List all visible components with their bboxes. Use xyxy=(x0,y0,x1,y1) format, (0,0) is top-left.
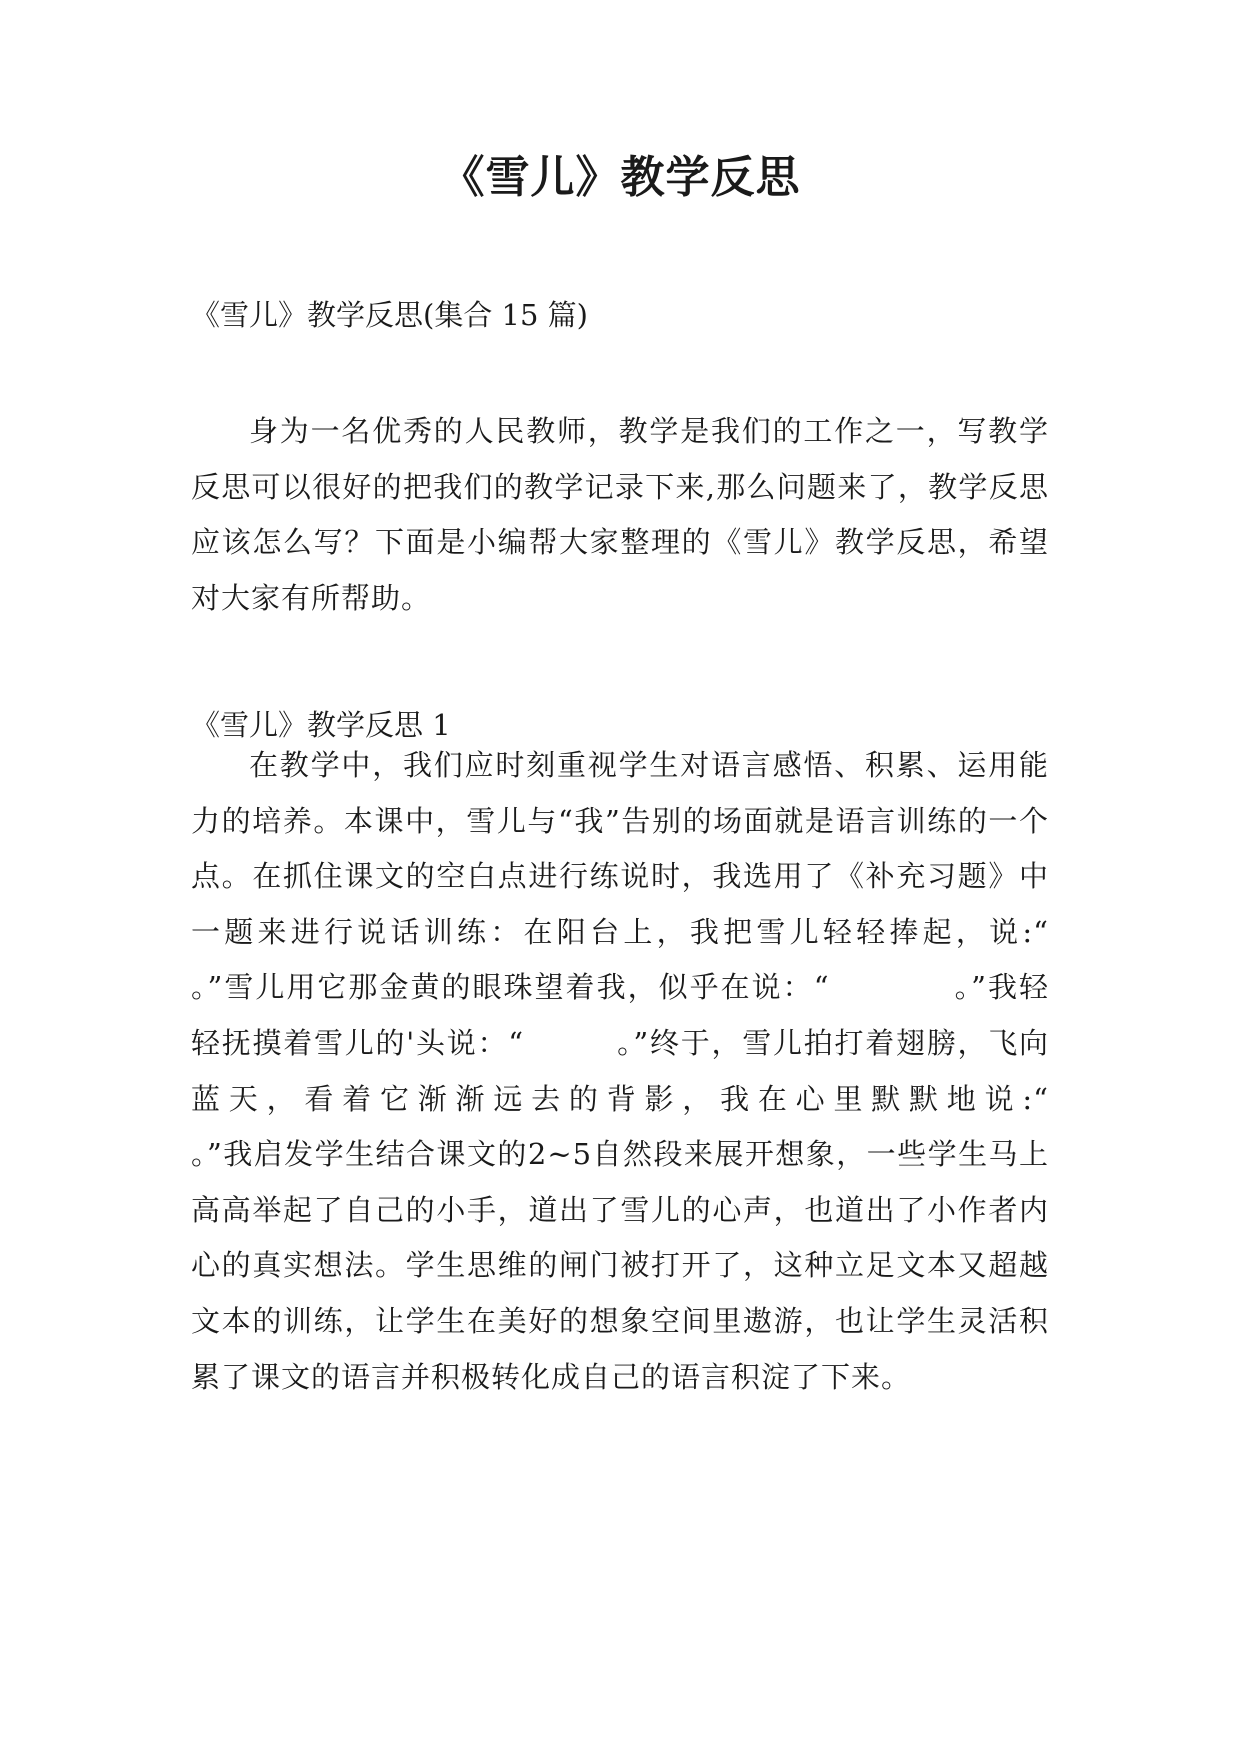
document-title: 《雪儿》教学反思 xyxy=(440,152,801,203)
intro-paragraph: 身为一名优秀的人民教师，教学是我们的工作之一，写教学反思可以很好的把我们的教学记录下来,那么问题来了，教学反思应该怎么写？下面是小编帮大家整理的《雪儿》教学反思，希望对大家有所帮助。 xyxy=(191,414,1049,615)
section-heading: 《雪儿》教学反思 1 xyxy=(191,708,451,742)
section-body: 在教学中，我们应时刻重视学生对语言感悟、积累、运用能力的培养。本课中，雪儿与“我”告别的场面就是语言训练的一个点。在抓住课文的空白点进行练说时，我选用了《补充习题》中一题来进行说话训练：在阳台上，我把雪儿轻轻捧起，说:“ 。”雪儿用它那金黄的眼珠望着我，似乎在说：“ 。”我轻轻抚摸着雪儿的'头说：“ 。”终于，雪儿拍打着翅膀，飞向蓝天，看着它渐渐远去的背影，我在心里默默地说:“ 。”我启发学生结合课文的2~5自然段来展开想象，一些学生马上高高举起了自己的小手，道出了雪儿的心声，也道出了小作者内心的真实想法。学生思维的闸门被打开了，这种立足文本又超越文本的训练，让学生在美好的想象空间里遨游，也让学生灵活积累了课文的语言并积极转化成自己的语言积淀了下来。 xyxy=(191,748,1170,1394)
document-subtitle: 《雪儿》教学反思(集合 15 篇) xyxy=(191,298,588,332)
